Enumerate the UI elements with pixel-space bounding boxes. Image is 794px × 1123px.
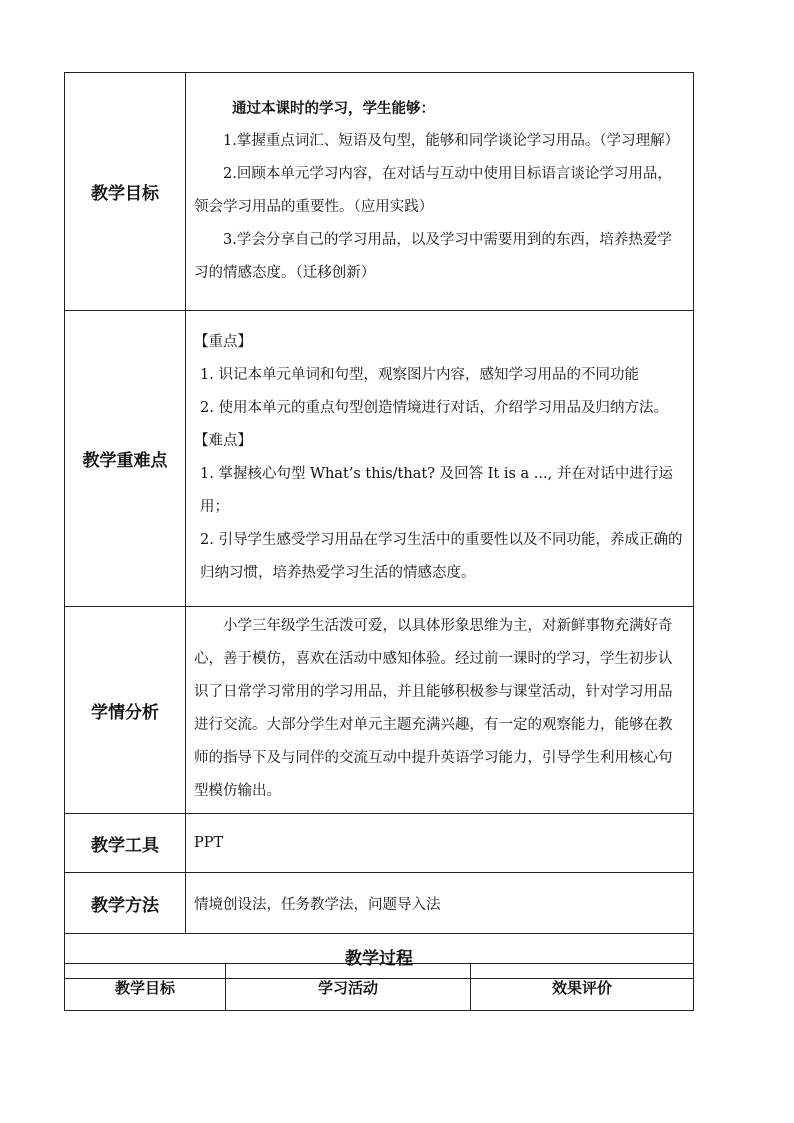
process-col-activities: 学习活动: [226, 964, 471, 1011]
lesson-plan-table: [64, 72, 694, 979]
key-item-1: 1. 识记本单元单词和句型，观察图片内容，感知学习用品的不同功能: [200, 366, 639, 383]
difficult-item-2: 2. 引导学生感受学习用品在学习生活中的重要性以及不同功能，养成正确的归纳习惯，培养热爱学习生活的情感态度。: [200, 531, 683, 581]
analysis-label: 学情分析: [65, 607, 186, 814]
analysis-row: [65, 607, 694, 814]
objective-item-1: 1.掌握重点词汇、短语及句型，能够和同学谈论学习用品。（学习理解）: [223, 132, 680, 149]
analysis-text: 小学三年级学生活泼可爱，以具体形象思维为主，对新鲜事物充满好奇心，善于模仿，喜欢在活动中感知体验。经过前一课时的学习，学生初步认识了日常学习常用的学习用品，并且能够积极参与课堂活动，针对学习用品进行交流。大部分学生对单元主题充满兴趣，有一定的观察能力，能够在教师的指导下及与同伴的交流互动中提升英语学习能力，引导学生利用核心句型模仿输出。: [194, 618, 673, 799]
tools-value: PPT: [186, 814, 694, 873]
analysis-content: [186, 607, 694, 814]
tools-label: 教学工具: [65, 814, 186, 873]
methods-value: 情境创设法，任务教学法，问题导入法: [186, 873, 694, 934]
process-col-evaluation: 效果评价: [471, 964, 694, 1011]
key-item-2: 2. 使用本单元的重点句型创造情境进行对话，介绍学习用品及归纳方法。: [200, 399, 668, 416]
process-title: 教学过程: [65, 934, 694, 979]
objectives-label: 教学目标: [65, 73, 186, 311]
process-header-table: [64, 963, 694, 1011]
key-points-label: 教学重难点: [65, 311, 186, 607]
process-col-objectives: 教学目标: [65, 964, 226, 1011]
objectives-content: [186, 73, 694, 311]
objective-item-2: 2.回顾本单元学习内容，在对话与互动中使用目标语言谈论学习用品，领会学习用品的重要性。（应用实践）: [194, 165, 672, 215]
process-header-row: [65, 964, 694, 1011]
objectives-row: [65, 73, 694, 311]
methods-row: [65, 873, 694, 934]
key-heading: 【重点】: [194, 333, 252, 350]
objective-item-3: 3.学会分享自己的学习用品，以及学习中需要用到的东西，培养热爱学习的情感态度。（迁移创新）: [194, 231, 672, 281]
tools-row: [65, 814, 694, 873]
difficult-heading: 【难点】: [194, 432, 252, 449]
key-points-row: [65, 311, 694, 607]
methods-label: 教学方法: [65, 873, 186, 934]
objectives-intro: 通过本课时的学习，学生能够：: [232, 99, 435, 117]
difficult-item-1: 1. 掌握核心句型 What’s this/that? 及回答 It is a ..., 并在对话中进行运用；: [200, 465, 673, 515]
key-points-content: [186, 311, 694, 607]
